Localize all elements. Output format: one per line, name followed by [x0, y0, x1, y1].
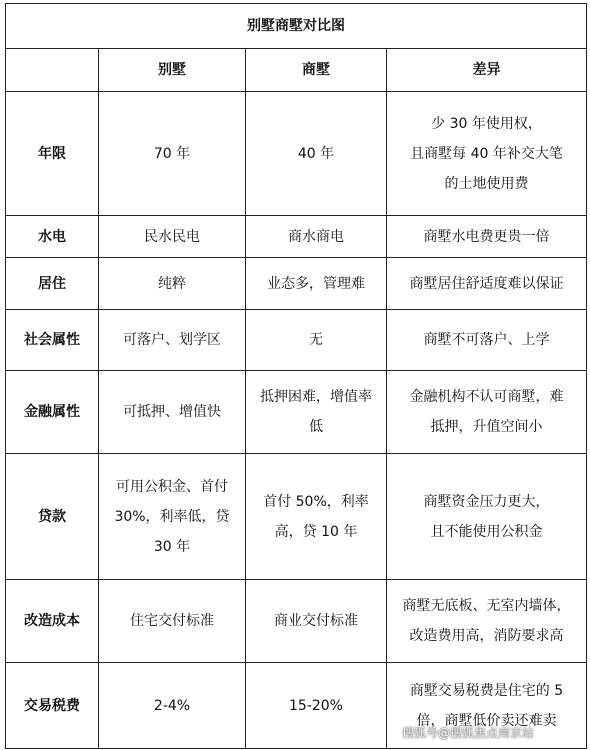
- header-commercial-villa: 商墅: [246, 49, 387, 92]
- diff-cell-line: 商墅水电费更贵一倍: [423, 228, 550, 245]
- villa-cell: [99, 580, 246, 663]
- villa-cell-line: 可抵押、增值快: [123, 404, 221, 420]
- table-row: [6, 216, 587, 258]
- villa-cell: [99, 454, 246, 580]
- table-row: [6, 258, 587, 310]
- table-row: [6, 371, 587, 454]
- commercial-cell-line: 首付 50%，利率: [263, 493, 369, 510]
- row-label: 居住: [6, 258, 99, 310]
- diff-cell-line: 商墅居住舒适度难以保证: [409, 275, 564, 292]
- villa-cell-line: 2-4%: [153, 697, 191, 714]
- diff-cell: [387, 580, 587, 663]
- header-villa: 别墅: [99, 49, 246, 92]
- commercial-cell-line: 高，贷 10 年: [274, 523, 358, 540]
- diff-cell: [387, 92, 587, 216]
- commercial-cell: [246, 92, 387, 216]
- villa-cell-line: 可用公积金、首付: [116, 478, 228, 495]
- diff-cell-line: 商墅不可落户、上学: [423, 332, 550, 348]
- villa-cell: [99, 371, 246, 454]
- diff-cell-line: 商墅资金压力更大，: [423, 493, 550, 510]
- row-label: 水电: [6, 216, 99, 258]
- diff-cell-line: 改造费用高，消防要求高: [409, 628, 564, 644]
- villa-cell: [99, 663, 246, 749]
- diff-cell-line: 商墅交易税费是住宅的 5: [409, 682, 564, 699]
- commercial-cell: [246, 371, 387, 454]
- commercial-cell-line: 15-20%: [289, 697, 343, 714]
- commercial-cell: [246, 663, 387, 749]
- table-row: [6, 310, 587, 371]
- table-row: [6, 580, 587, 663]
- commercial-cell-line: 抵押困难，增值率: [260, 389, 372, 405]
- diff-cell-line: 且不能使用公积金: [430, 523, 543, 540]
- villa-cell-line: 纯粹: [158, 275, 186, 292]
- villa-cell: [99, 258, 246, 310]
- row-label: 改造成本: [6, 580, 99, 663]
- diff-cell-line: 的土地使用费: [444, 175, 529, 192]
- row-label: 贷款: [6, 454, 99, 580]
- diff-cell: [387, 258, 587, 310]
- commercial-cell-line: 业态多，管理难: [267, 275, 365, 292]
- villa-cell: [99, 92, 246, 216]
- diff-cell-line: 抵押，升值空间小: [430, 419, 543, 435]
- villa-cell-line: 可落户、划学区: [123, 332, 221, 348]
- row-label: 社会属性: [6, 310, 99, 371]
- table-row: [6, 92, 587, 216]
- row-label: 金融属性: [6, 371, 99, 454]
- commercial-cell: [246, 580, 387, 663]
- diff-cell-line: 且商墅每 40 年补交大笔: [410, 145, 563, 162]
- row-label: 交易税费: [6, 663, 99, 749]
- commercial-cell-line: 商业交付标准: [274, 613, 358, 629]
- diff-cell-line: 金融机构不认可商墅，难: [409, 389, 564, 405]
- commercial-cell: [246, 454, 387, 580]
- villa-cell: [99, 216, 246, 258]
- diff-cell-line: 商墅无底板、无室内墙体，: [402, 598, 571, 614]
- header-empty-cell: [6, 49, 99, 92]
- villa-cell-line: 30%，利率低，贷: [114, 508, 230, 525]
- diff-cell: [387, 371, 587, 454]
- watermark: 搜狐号@搜狐焦点南京站: [402, 726, 535, 740]
- villa-cell-line: 70 年: [153, 145, 191, 162]
- diff-cell: [387, 216, 587, 258]
- commercial-cell: [246, 310, 387, 371]
- diff-cell-line: 少 30 年使用权，: [431, 115, 542, 132]
- villa-cell: [99, 310, 246, 371]
- header-difference: 差异: [387, 49, 587, 92]
- commercial-cell: [246, 258, 387, 310]
- diff-cell-line: 倍，商墅低价卖还难卖: [416, 712, 557, 729]
- villa-cell-line: 民水民电: [144, 228, 200, 245]
- commercial-cell-line: 40 年: [297, 145, 335, 162]
- diff-cell: [387, 310, 587, 371]
- table-title: 别墅商墅对比图: [6, 4, 587, 49]
- commercial-cell-line: 无: [309, 332, 323, 348]
- commercial-cell-line: 低: [309, 419, 323, 435]
- commercial-cell: [246, 216, 387, 258]
- commercial-cell-line: 商水商电: [288, 228, 344, 245]
- table-row: [6, 454, 587, 580]
- diff-cell: [387, 454, 587, 580]
- header-row: [6, 49, 587, 92]
- comparison-table: [5, 3, 587, 749]
- villa-cell-line: 住宅交付标准: [130, 613, 214, 629]
- row-label: 年限: [6, 92, 99, 216]
- villa-cell-line: 30 年: [153, 538, 191, 555]
